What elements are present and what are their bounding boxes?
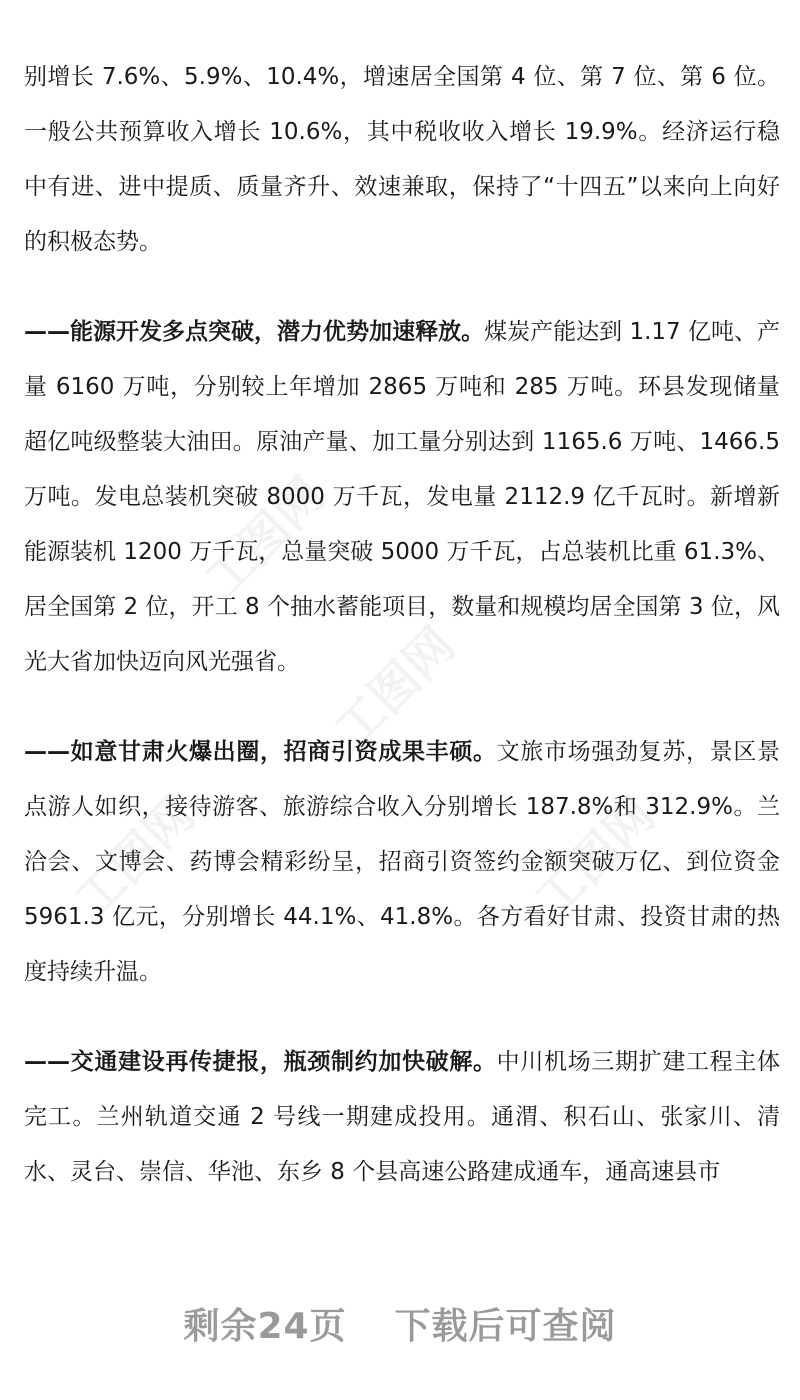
paragraph-lead: ——如意甘肃火爆出圈，招商引资成果丰硕。 bbox=[24, 739, 497, 765]
paragraph-text: 别增长 7.6%、5.9%、10.4%，增速居全国第 4 位、第 7 位、第 6 位。一般公共预算收入增长 10.6%，其中税收收入增长 19.9%。经济运行稳中有进、进中提质、质量齐升、效速兼取，保持了“十四五”以来向上向好的积极态势。 bbox=[24, 64, 780, 255]
document-body bbox=[24, 50, 780, 1200]
download-banner[interactable] bbox=[0, 1298, 800, 1349]
paragraph-energy bbox=[24, 305, 780, 690]
paragraph-transport bbox=[24, 1035, 780, 1200]
watermark: 工图网 bbox=[64, 786, 206, 929]
paragraph-text: 中川机场三期扩建工程主体完工。兰州轨道交通 2 号线一期建成投用。通渭、积石山、张家川、清水、灵台、崇信、华池、东乡 8 个县高速公路建成通车，通高速县市 bbox=[24, 1049, 781, 1185]
paragraph-text: 文旅市场强劲复苏，景区景点游人如织，接待游客、旅游综合收入分别增长 187.8%和 312.9%。兰洽会、文博会、药博会精彩纷呈，招商引资签约金额突破万亿、到位资金 5961.3 亿元，分别增长 44.1%、41.8%。各方看好甘肃、投资甘肃的热度持续升温。 bbox=[24, 739, 781, 985]
remaining-pages-label: 剩余24页 bbox=[183, 1306, 347, 1347]
paragraph-lead: ——能源开发多点突破，潜力优势加速释放。 bbox=[24, 319, 485, 345]
watermark: 工图网 bbox=[524, 786, 666, 929]
paragraph-economy bbox=[24, 50, 780, 270]
watermark: 工图网 bbox=[194, 466, 336, 609]
paragraph-tourism bbox=[24, 725, 780, 1000]
download-to-view-label[interactable]: 下载后可查阅 bbox=[394, 1306, 617, 1347]
paragraph-lead: ——交通建设再传捷报，瓶颈制约加快破解。 bbox=[24, 1049, 497, 1075]
watermark: 工图网 bbox=[324, 616, 466, 759]
paragraph-text: 煤炭产能达到 1.17 亿吨、产量 6160 万吨，分别较上年增加 2865 万吨和 285 万吨。环县发现储量超亿吨级整装大油田。原油产量、加工量分别达到 1165.6 万吨、1466.5 万吨。发电总装机突破 8000 万千瓦，发电量 2112.9 亿千瓦时。新增新能源装机 1200 万千瓦，总量突破 5000 万千瓦，占总装机比重 61.3%、居全国第 2 位，开工 8 个抽水蓄能项目，数量和规模均居全国第 3 位，风光大省加快迈向风光强省。 bbox=[24, 319, 780, 675]
